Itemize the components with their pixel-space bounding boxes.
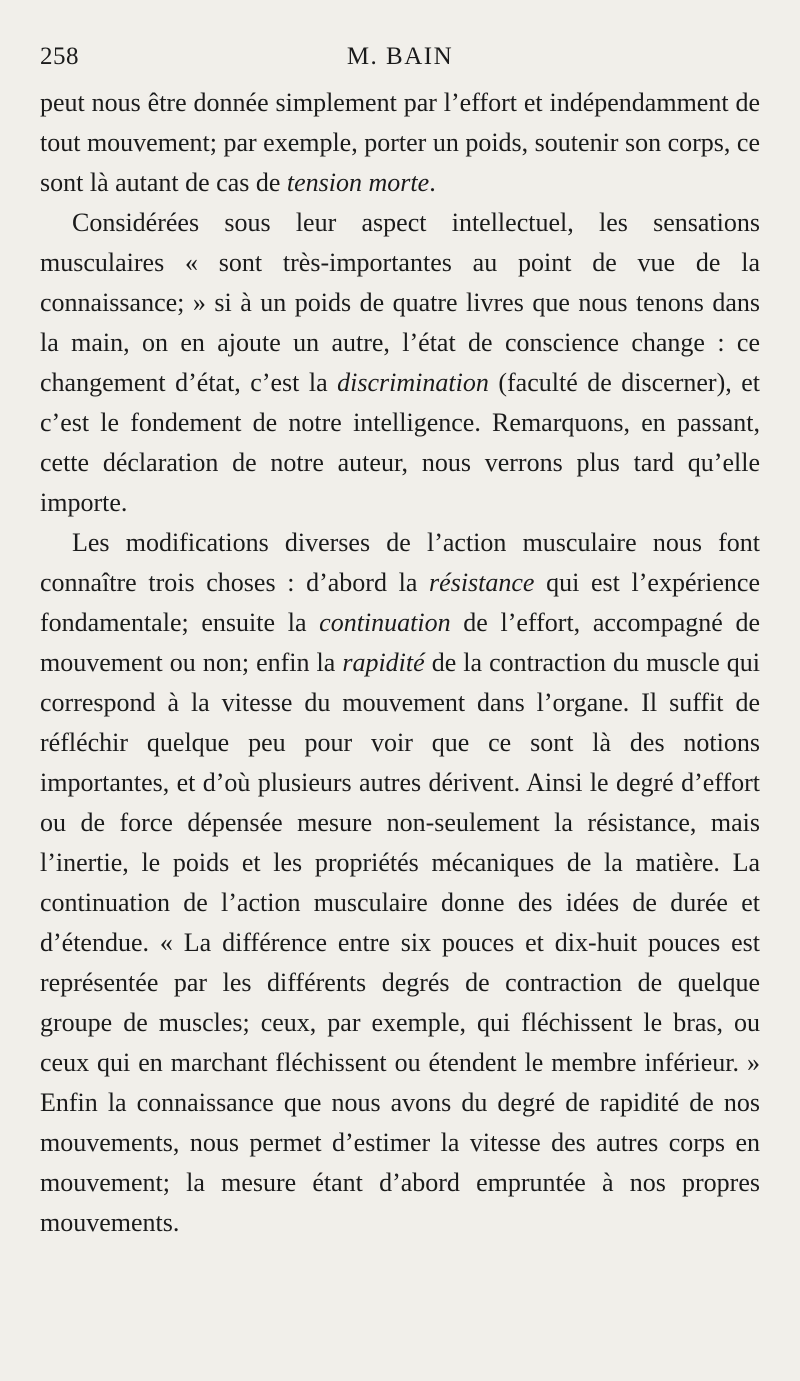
running-head: M. BAIN [346, 43, 454, 70]
page-body [40, 83, 760, 1243]
page-number: 258 [40, 43, 79, 70]
text-segment: de l’effort, accompagné de mouvement ou non; enfin la [40, 608, 760, 677]
italic-term: résistance [429, 568, 535, 597]
text-segment: (faculté de discerner), et c’est le fondement de notre intelligence. Remarquons, en passant, cette déclaration de notre auteur, nous verrons plus tard qu’elle importe. [40, 368, 760, 517]
text-segment: Considérées sous leur aspect intellectuel, les sensations musculaires « sont très-importantes au point de vue de la connaissance; » si à un poids de quatre livres que nous tenons dans la main, on en ajoute un autre, l’état de conscience change : ce changement d’état, c’est la [40, 208, 760, 397]
paragraph-1 [40, 83, 760, 203]
text-segment: de la contraction du muscle qui correspond à la vitesse du mouvement dans l’organe. Il suffit de réfléchir quelque peu pour voir que ce sont là des notions importantes, et d’où plusieurs autres dérivent. Ainsi le degré d’effort ou de force dépensée mesure non-seulement la résistance, mais l’inertie, le poids et les propriétés mécaniques de la matière. La continuation de l’action musculaire donne des idées de durée et d’étendue. « La différence entre six pouces et dix-huit pouces est représentée par les différents degrés de contraction de quelque groupe de muscles; ceux, par exemple, qui fléchissent le bras, ou ceux qui en marchant fléchissent ou étendent le membre inférieur. » Enfin la connaissance que nous avons du degré de rapidité de nos mouvements, nous permet d’estimer la vitesse des autres corps en mouvement; la mesure étant d’abord empruntée à nos propres mouvements. [40, 648, 760, 1237]
italic-term: continuation [319, 608, 451, 637]
page-header [40, 40, 760, 74]
paragraph-2 [40, 203, 760, 523]
italic-term: discrimination [337, 368, 489, 397]
text-segment: qui est l’expérience fondamentale; ensuite la [40, 568, 761, 637]
italic-term: tension morte [286, 168, 430, 197]
text-segment: . [429, 168, 436, 197]
text-segment: Les modifications diverses de l’action musculaire nous font connaître trois choses : d’abord la [40, 528, 760, 597]
paragraph-3 [40, 523, 760, 1243]
italic-term: rapidité [342, 648, 425, 677]
text-segment: peut nous être donnée simplement par l’effort et indépendamment de tout mouvement; par exemple, porter un poids, soutenir son corps, ce sont là autant de cas de [40, 88, 760, 197]
